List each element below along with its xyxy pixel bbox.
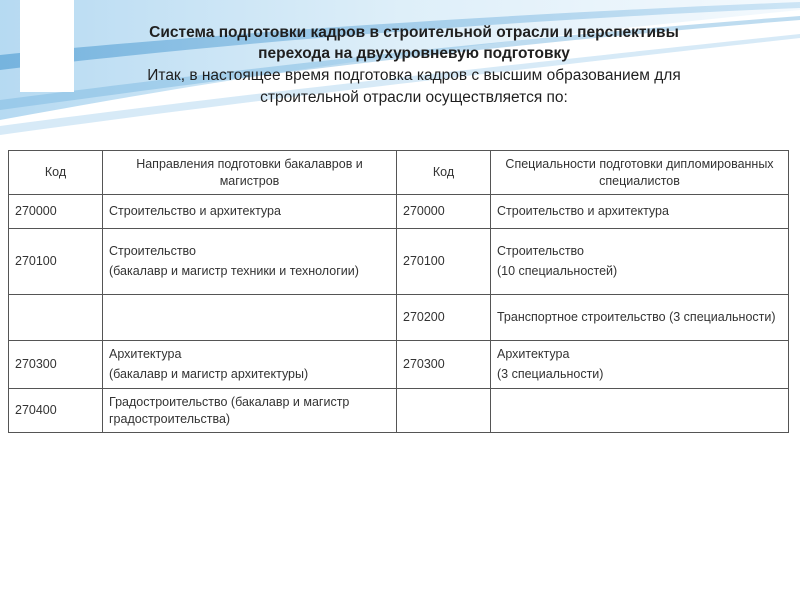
cell-direction-name	[103, 295, 397, 341]
table-body	[9, 195, 789, 433]
direction-line: (бакалавр и магистр техники и технологии)	[109, 264, 359, 278]
table-row	[9, 229, 789, 295]
direction-line: Строительство	[109, 244, 196, 258]
cell-direction-name	[103, 195, 397, 229]
cell-direction-name	[103, 229, 397, 295]
cell-specialty-name	[491, 389, 789, 433]
cell-specialty-code: 270100	[397, 229, 491, 295]
table-row	[9, 341, 789, 389]
cell-specialty-name	[491, 195, 789, 229]
cell-direction-code: 270300	[9, 341, 103, 389]
decorative-white-block	[20, 0, 74, 92]
header-directions: Направления подготовки бакалавров и магистров	[103, 151, 397, 195]
specialty-line: Архитектура	[497, 347, 570, 361]
specialty-line: Строительство	[497, 244, 584, 258]
cell-direction-code: 270400	[9, 389, 103, 433]
cell-direction-code: 270000	[9, 195, 103, 229]
specialty-line: (3 специальности)	[497, 367, 604, 381]
table-row	[9, 295, 789, 341]
subtitle-line-2: строительной отрасли осуществляется по:	[260, 89, 568, 106]
subtitle-line-1: Итак, в настоящее время подготовка кадров с высшим образованием для	[147, 67, 681, 84]
slide-title	[100, 22, 728, 64]
slide-subtitle	[100, 65, 728, 109]
direction-line: (бакалавр и магистр архитектуры)	[109, 367, 309, 381]
specialty-line: Строительство и архитектура	[497, 204, 669, 218]
cell-direction-code	[9, 295, 103, 341]
cell-direction-name	[103, 341, 397, 389]
specialty-line: (10 специальностей)	[497, 264, 618, 278]
training-table	[8, 150, 789, 433]
cell-specialty-code	[397, 389, 491, 433]
cell-specialty-name	[491, 341, 789, 389]
table-row	[9, 195, 789, 229]
table-header-row	[9, 151, 789, 195]
cell-direction-name	[103, 389, 397, 433]
header-specialties: Специальности подготовки дипломированных специалистов	[491, 151, 789, 195]
cell-specialty-code: 270200	[397, 295, 491, 341]
direction-line: Градостроительство (бакалавр и магистр градостроительства)	[109, 394, 350, 426]
cell-specialty-code: 270000	[397, 195, 491, 229]
specialty-line: Транспортное строительство (3 специальности)	[497, 310, 776, 324]
cell-specialty-code: 270300	[397, 341, 491, 389]
slide-header	[100, 22, 728, 109]
cell-specialty-name	[491, 229, 789, 295]
cell-specialty-name	[491, 295, 789, 341]
title-line-2: перехода на двухуровневую подготовку	[258, 45, 570, 62]
cell-direction-code: 270100	[9, 229, 103, 295]
direction-line: Архитектура	[109, 347, 182, 361]
direction-line: Строительство и архитектура	[109, 204, 281, 218]
title-line-1: Система подготовки кадров в строительной отрасли и перспективы	[149, 24, 679, 41]
header-code-2: Код	[397, 151, 491, 195]
header-code-1: Код	[9, 151, 103, 195]
table-row	[9, 389, 789, 433]
